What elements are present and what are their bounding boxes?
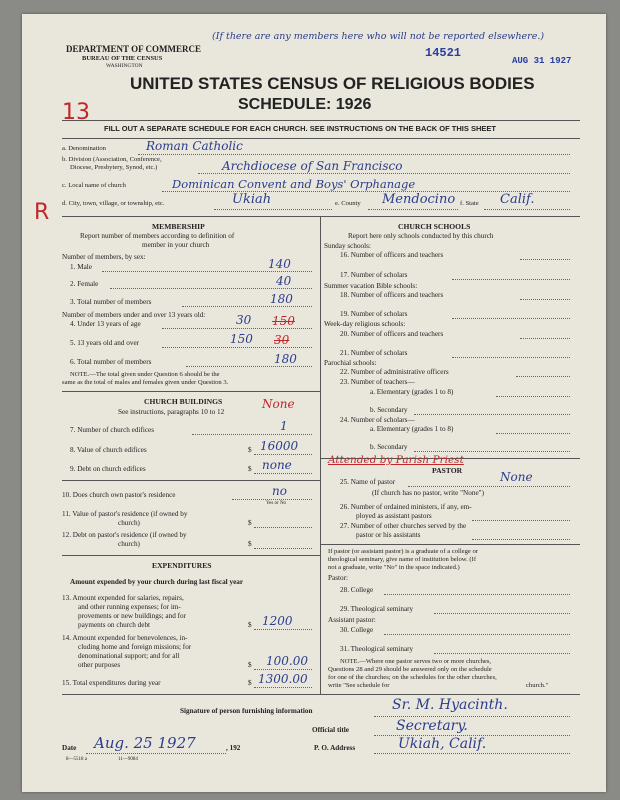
po-address-value: Ukiah, Calif. (398, 736, 487, 752)
q3-label: 3. Total number of members (70, 298, 152, 306)
local-name-label: c. Local name of church (62, 182, 126, 189)
q3-value: 180 (270, 292, 293, 306)
schedule-title: SCHEDULE: 1926 (238, 96, 372, 113)
grad-note-3: not a graduate, write "No" in the space indicated.) (328, 564, 460, 571)
q13-label-1: 13. Amount expended for salaries, repairs, (62, 594, 184, 602)
q13-label-4: payments on church debt (78, 621, 151, 629)
q8-label: 8. Value of church edifices (70, 446, 147, 454)
q13-label-2: and other running expenses; for im- (78, 603, 181, 611)
q24a-label: a. Elementary (grades 1 to 8) (370, 425, 454, 433)
mark-r: R (34, 200, 50, 225)
q7-label: 7. Number of church edifices (70, 426, 155, 434)
grad-note-2: theological seminary, give name of institution below. (If (328, 556, 477, 563)
denomination-label: a. Denomination (62, 145, 106, 152)
membership-sub-2: member in your church (142, 241, 210, 249)
q11-label-1: 11. Value of pastor's residence (if owned by (62, 510, 188, 518)
q13-value: 1200 (262, 614, 293, 628)
q15-dollar: $ (248, 679, 252, 687)
form-title: UNITED STATES CENSUS OF RELIGIOUS BODIES (130, 74, 535, 93)
q26-label-2: ployed as assistant pastors (356, 512, 432, 520)
q5-label: 5. 13 years old and over (70, 339, 140, 347)
q30-label: 30. College (340, 626, 374, 634)
asst-grad-label: Assistant pastor: (328, 616, 376, 624)
by-sex-label: Number of members, by sex: (62, 253, 146, 261)
q13-dollar: $ (248, 621, 252, 629)
form-code-2: 11—9084 (118, 757, 138, 762)
q25-label: 25. Name of pastor (340, 478, 396, 486)
q12-label-2: church) (118, 540, 140, 548)
q18-label: 18. Number of officers and teachers (340, 291, 444, 299)
city-value: Ukiah (232, 192, 272, 207)
q6-value: 180 (274, 352, 297, 366)
official-title-value: Secretary. (396, 718, 468, 734)
expenditures-sub: Amount expended by your church during last fiscal year (70, 578, 244, 586)
q14-value: 100.00 (266, 654, 308, 668)
q6-label: 6. Total number of members (70, 358, 152, 366)
parochial-label: Parochial schools: (324, 359, 377, 367)
q1-label: 1. Male (70, 263, 92, 271)
membership-title: MEMBERSHIP (152, 222, 205, 231)
q20-label: 20. Number of officers and teachers (340, 330, 444, 338)
date-value: Aug. 25 1927 (94, 734, 196, 752)
q2-value: 40 (276, 274, 292, 288)
schools-sub: Report here only schools conducted by this church (348, 232, 494, 240)
grad-note-1: If pastor (or assistant pastor) is a graduate of a college or (328, 548, 478, 555)
buildings-sub: See instructions, paragraphs 10 to 12 (118, 408, 225, 416)
q9-label: 9. Debt on church edifices (70, 465, 146, 473)
q24-label: 24. Number of scholars— (340, 416, 415, 424)
q24b-label: b. Secondary (370, 443, 408, 451)
county-label: e. County (335, 200, 361, 207)
stamp-number: 14521 (425, 46, 462, 60)
pastor-note-3: for one of the churches; on the schedules for the other churches, (328, 674, 497, 681)
q4-value: 30 (236, 313, 252, 327)
q4-struck-value: 150 (272, 314, 295, 328)
form-code: 8—5518 a (66, 757, 87, 762)
q27-label-1: 27. Number of other churches served by the (340, 522, 467, 530)
q4-label: 4. Under 13 years of age (70, 320, 141, 328)
denomination-value: Roman Catholic (146, 139, 243, 153)
division-label-1: b. Division (Association, Conference, (62, 156, 162, 163)
q8-dollar: $ (248, 446, 252, 454)
q11-label-2: church) (118, 519, 140, 527)
yes-no-hint: Yes or No (266, 501, 287, 506)
q23b-label: b. Secondary (370, 406, 408, 414)
q27-label-2: pastor or his assistants (356, 531, 421, 539)
q23a-label: a. Elementary (grades 1 to 8) (370, 388, 454, 396)
signature-label: Signature of person furnishing information (180, 707, 313, 715)
division-label-2: Diocese, Presbytery, Synod, etc.) (70, 164, 158, 171)
q9-dollar: $ (248, 465, 252, 473)
buildings-none-note: None (262, 397, 295, 411)
membership-sub-1: Report number of members according to definition of (80, 232, 235, 240)
summer-label: Summer vacation Bible schools: (324, 282, 418, 290)
membership-note-1: NOTE.—The total given under Question 6 should be the (70, 371, 220, 378)
q14-label-3: denominational support; and for all (78, 652, 180, 660)
q11-dollar: $ (248, 519, 252, 527)
sunday-label: Sunday schools: (324, 242, 371, 250)
pastor-note-5: church." (526, 682, 549, 689)
mark-13: 13 (62, 100, 90, 125)
expenditures-title: EXPENDITURES (152, 561, 212, 570)
handwritten-note: (If there are any members here who will not be reported elsewhere.) (212, 31, 545, 42)
q14-label-2: cluding home and foreign missions; for (78, 643, 192, 651)
age-head: Number of members under and over 13 years old: (62, 311, 206, 319)
q22-label: 22. Number of administrative officers (340, 368, 449, 376)
q8-value: 16000 (260, 439, 299, 453)
q1-value: 140 (268, 257, 291, 271)
q14-label-1: 14. Amount expended for benevolences, in- (62, 634, 188, 642)
q19-label: 19. Number of scholars (340, 310, 408, 318)
q15-label: 15. Total expenditures during year (62, 679, 161, 687)
department-label: DEPARTMENT OF COMMERCE (66, 44, 202, 54)
q12-dollar: $ (248, 540, 252, 548)
q13-label-3: provements or new buildings; and for (78, 612, 186, 620)
attended-note: Attended by Parish Priest (328, 454, 464, 466)
signature-value: Sr. M. Hyacinth. (392, 697, 508, 713)
q5-struck-value: 30 (274, 333, 290, 347)
q31-label: 31. Theological seminary (340, 645, 414, 653)
q17-label: 17. Number of scholars (340, 271, 408, 279)
q10-label: 10. Does church own pastor's residence (62, 491, 176, 499)
instruction-line: FILL OUT A SEPARATE SCHEDULE FOR EACH CHURCH. SEE INSTRUCTIONS ON THE BACK OF THIS SHEET (104, 124, 496, 133)
q25-note: (If church has no pastor, write "None") (372, 489, 484, 497)
q2-label: 2. Female (70, 280, 99, 288)
q28-label: 28. College (340, 586, 374, 594)
local-name-value: Dominican Convent and Boys' Orphanage (172, 177, 416, 191)
q29-label: 29. Theological seminary (340, 605, 414, 613)
weekday-label: Week-day religious schools: (324, 320, 406, 328)
city-label: WASHINGTON (106, 63, 143, 69)
q5-value: 150 (230, 332, 253, 346)
date-suffix: , 192 (226, 744, 241, 752)
pastor-note-4: write "See schedule for (328, 682, 390, 689)
q25-value: None (500, 470, 533, 484)
pastor-grad-label: Pastor: (328, 574, 348, 582)
pastor-note-1: NOTE.—Where one pastor serves two or more churches, (340, 658, 492, 665)
buildings-title: CHURCH BUILDINGS (144, 397, 223, 406)
state-label: f. State (460, 200, 479, 207)
po-address-label: P. O. Address (314, 744, 356, 752)
official-title-label: Official title (312, 726, 349, 734)
date-label: Date (62, 744, 77, 752)
bureau-label: BUREAU OF THE CENSUS (82, 55, 163, 62)
q12-label-1: 12. Debt on pastor's residence (if owned by (62, 531, 187, 539)
q14-dollar: $ (248, 661, 252, 669)
division-value: Archdiocese of San Francisco (222, 159, 403, 173)
membership-note-2: same as the total of males and females given under Question 3. (62, 379, 229, 386)
q26-label-1: 26. Number of ordained ministers, if any, em- (340, 503, 472, 511)
q16-label: 16. Number of officers and teachers (340, 251, 444, 259)
county-value: Mendocino (382, 192, 456, 207)
pastor-note-2: Questions 28 and 29 should be answered only on the schedule (328, 666, 492, 673)
schools-title: CHURCH SCHOOLS (398, 222, 471, 231)
q10-value: no (272, 484, 287, 498)
census-form-page (22, 14, 606, 792)
q9-value: none (262, 458, 292, 472)
pastor-title: PASTOR (432, 466, 463, 475)
q21-label: 21. Number of scholars (340, 349, 408, 357)
q14-label-4: other purposes (78, 661, 121, 669)
received-date-stamp: AUG 31 1927 (512, 56, 572, 66)
q7-value: 1 (280, 419, 288, 433)
q15-value: 1300.00 (258, 672, 308, 686)
state-value: Calif. (500, 192, 535, 207)
city-field-label: d. City, town, village, or township, etc. (62, 200, 165, 207)
q23-label: 23. Number of teachers— (340, 378, 415, 386)
